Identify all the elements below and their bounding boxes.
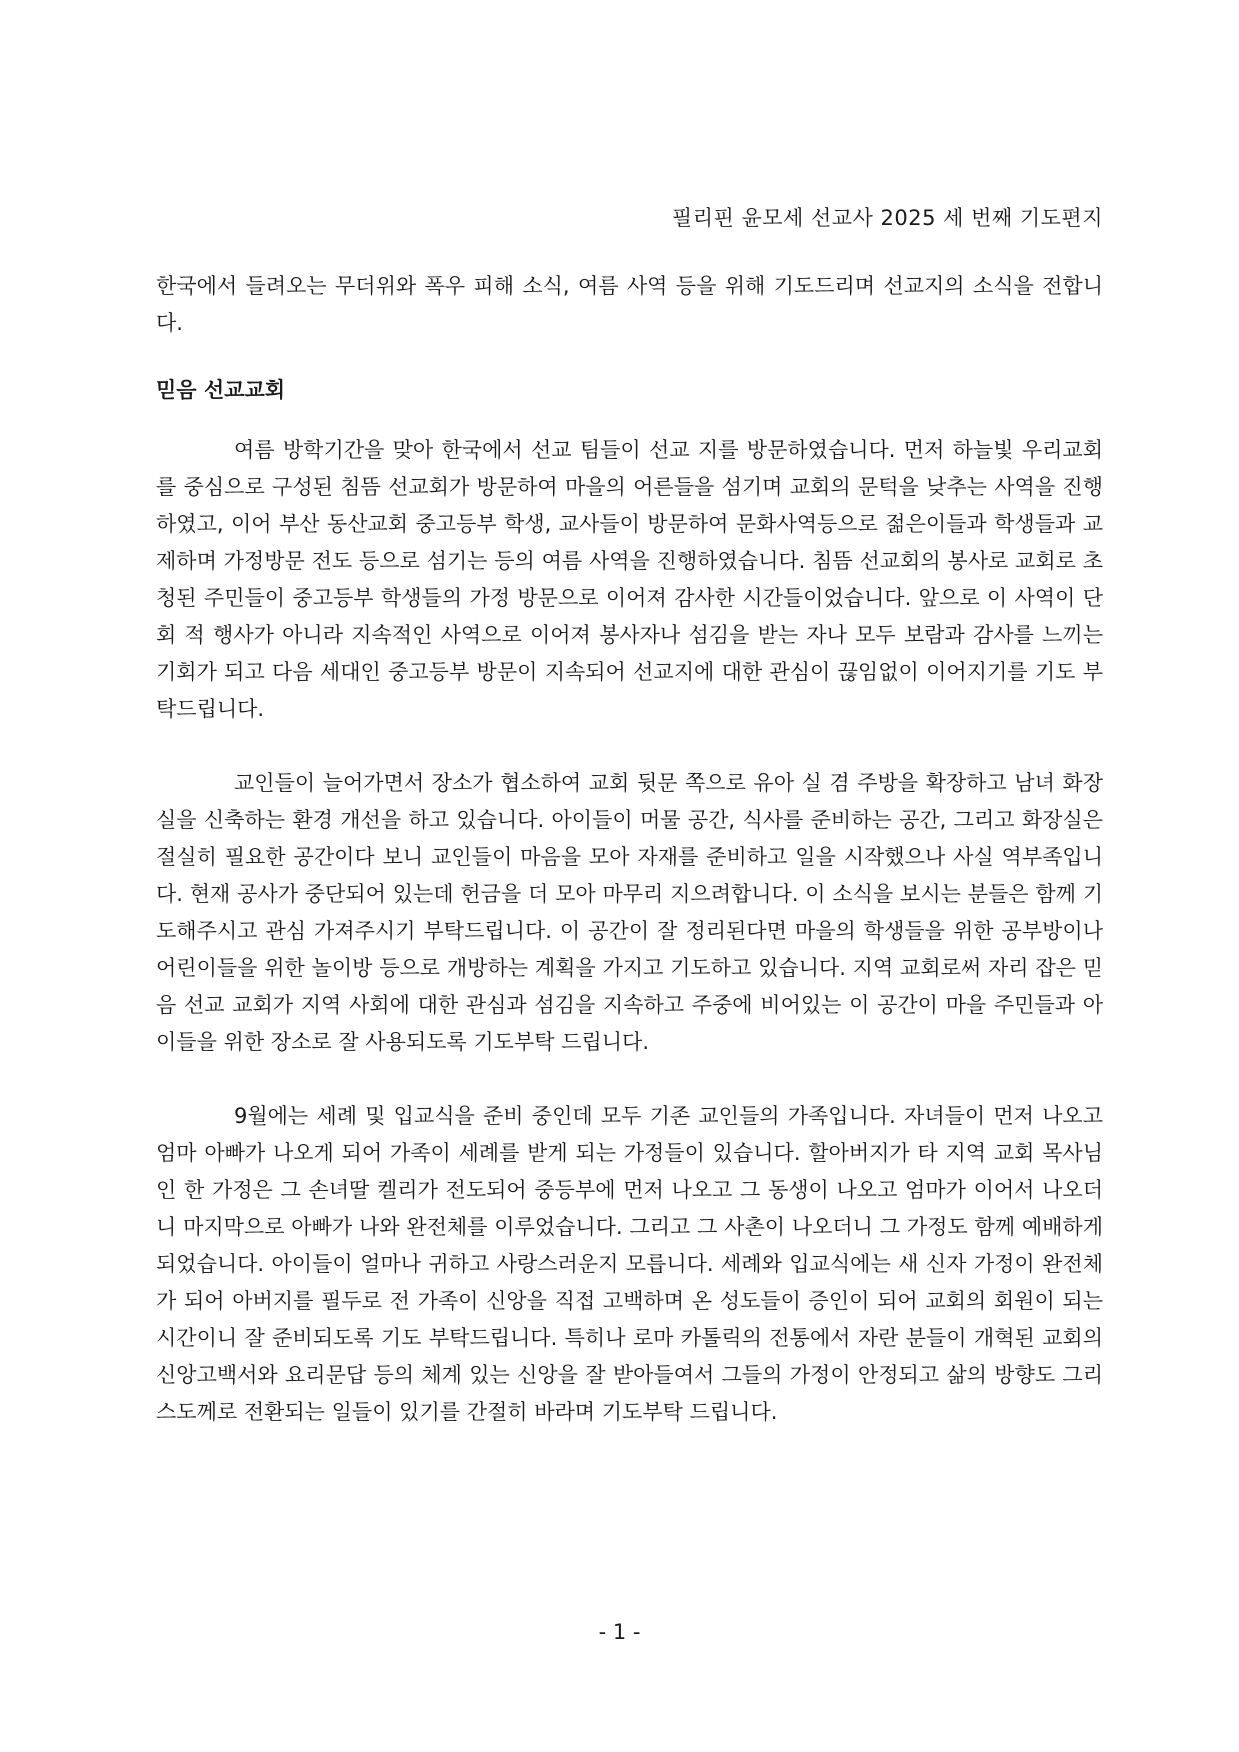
letter-body <box>156 268 1103 1468</box>
intro-paragraph: 한국에서 들려오는 무더위와 폭우 피해 소식, 여름 사역 등을 위해 기도드리며 선교지의 소식을 전합니다. <box>156 274 1103 335</box>
section-heading: 믿음 선교교회 <box>156 378 286 402</box>
body-paragraph: 9월에는 세례 및 입교식을 준비 중인데 모두 기존 교인들의 가족입니다. 자녀들이 먼저 나오고 엄마 아빠가 나오게 되어 가족이 세례를 받게 되는 가정들이 있습니다. 할아버지가 타 지역 교회 목사님인 한 가정은 그 손녀딸 켈리가 전도되어 중등부에 먼저 나오고 그 동생이 나오고 엄마가 이어서 나오더니 마지막으로 아빠가 나와 완전체를 이루었습니다. 그리고 그 사촌이 나오더니 그 가정도 함께 예배하게 되었습니다. 아이들이 얼마나 귀하고 사랑스러운지 모릅니다. 세례와 입교식에는 새 신자 가정이 완전체가 되어 아버지를 필두로 전 가족이 신앙을 직접 고백하며 온 성도들이 증인이 되어 교회의 회원이 되는 시간이니 잘 준비되도록 기도 부탁드립니다. 특히나 로마 카톨릭의 전통에서 자란 분들이 개혁된 교회의 신앙고백서와 요리문답 등의 체계 있는 신앙을 잘 받아들여서 그들의 가정이 안정되고 삶의 방향도 그리스도께로 전환되는 일들이 있기를 간절히 바라며 기도부탁 드립니다. <box>156 1104 1103 1424</box>
body-paragraph: 교인들이 늘어가면서 장소가 협소하여 교회 뒷문 쪽으로 유아 실 겸 주방을 확장하고 남녀 화장실을 신축하는 환경 개선을 하고 있습니다. 아이들이 머물 공간, 식사를 준비하는 공간, 그리고 화장실은 절실히 필요한 공간이다 보니 교인들이 마음을 모아 자재를 준비하고 일을 시작했으나 사실 역부족입니다. 현재 공사가 중단되어 있는데 헌금을 더 모아 마무리 지으려합니다. 이 소식을 보시는 분들은 함께 기도해주시고 관심 가져주시기 부탁드립니다. 이 공간이 잘 정리된다면 마을의 학생들을 위한 공부방이나 어린이들을 위한 놀이방 등으로 개방하는 계획을 가지고 기도하고 있습니다. 지역 교회로써 자리 잡은 믿음 선교 교회가 지역 사회에 대한 관심과 섬김을 지속하고 주중에 비어있는 이 공간이 마을 주민들과 아이들을 위한 장소로 잘 사용되도록 기도부탁 드립니다. <box>156 771 1103 1054</box>
body-paragraph: 여름 방학기간을 맞아 한국에서 선교 팀들이 선교 지를 방문하였습니다. 먼저 하늘빛 우리교회를 중심으로 구성된 침뜸 선교회가 방문하여 마을의 어른들을 섬기며 교회의 문턱을 낮추는 사역을 진행하였고, 이어 부산 동산교회 중고등부 학생, 교사들이 방문하여 문화사역등으로 젊은이들과 학생들과 교제하며 가정방문 전도 등으로 섬기는 등의 여름 사역을 진행하였습니다. 침뜸 선교회의 봉사로 교회로 초청된 주민들이 중고등부 학생들의 가정 방문으로 이어져 감사한 시간들이었습니다. 앞으로 이 사역이 단회 적 행사가 아니라 지속적인 사역으로 이어져 봉사자나 섬김을 받는 자나 모두 보람과 감사를 느끼는 기회가 되고 다음 세대인 중고등부 방문이 지속되어 선교지에 대한 관심이 끊임없이 이어지기를 기도 부탁드립니다. <box>156 438 1103 721</box>
letter-title: 필리핀 윤모세 선교사 2025 세 번째 기도편지 <box>671 206 1103 230</box>
page-number: - 1 - <box>598 1620 641 1644</box>
